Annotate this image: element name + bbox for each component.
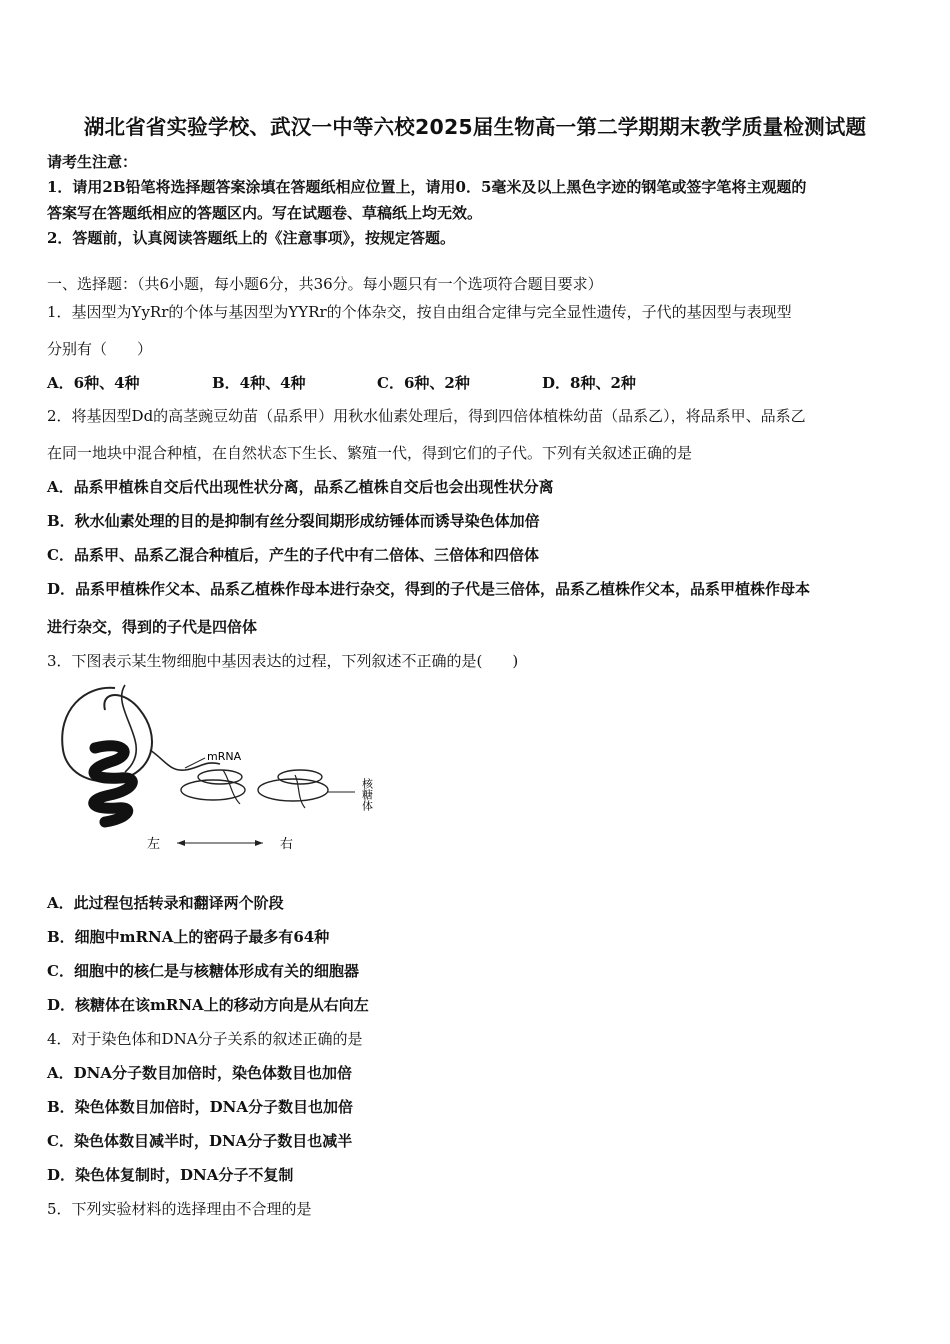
- q2-option-c: C．品系甲、品系乙混合种植后，产生的子代中有二倍体、三倍体和四倍体: [47, 546, 539, 564]
- ribosome-large-2: [258, 779, 328, 801]
- q5-stem: 5．下列实验材料的选择理由不合理的是: [47, 1200, 312, 1218]
- direction-arrow-head-right: [255, 840, 263, 846]
- q3-stem: 3．下图表示某生物细胞中基因表达的过程，下列叙述不正确的是( ): [47, 652, 519, 670]
- q2-option-d-cont: 进行杂交，得到的子代是四倍体: [47, 618, 258, 636]
- q4-option-d: D．染色体复制时，DNA分子不复制: [47, 1166, 294, 1184]
- q4-option-a: A．DNA分子数目加倍时，染色体数目也加倍: [47, 1064, 352, 1082]
- notice-item-1-cont: 答案写在答题纸相应的答题区内。写在试题卷、草稿纸上均无效。: [47, 204, 483, 222]
- polypeptide-chains: [223, 770, 305, 808]
- notice-item-2: 2．答题前，认真阅读答题纸上的《注意事项》，按规定答题。: [47, 229, 455, 247]
- ribosome-small-1: [198, 770, 242, 784]
- direction-arrow-head-left: [177, 840, 185, 846]
- right-label: 右: [280, 837, 294, 852]
- dna-double-helix: [94, 746, 133, 822]
- q2-option-b: B．秋水仙素处理的目的是抑制有丝分裂间期形成纺锤体而诱导染色体加倍: [47, 512, 540, 530]
- q3-option-b: B．细胞中mRNA上的密码子最多有64种: [47, 928, 330, 946]
- ribosome-label: 核糖体: [360, 778, 374, 811]
- q2-stem-cont: 在同一地块中混合种植，在自然状态下生长、繁殖一代，得到它们的子代。下列有关叙述正确的是: [47, 444, 693, 462]
- q2-stem: 2．将基因型Dd的高茎豌豆幼苗（品系甲）用秋水仙素处理后，得到四倍体植株幼苗（品系乙），将品系甲、品系乙: [47, 407, 806, 425]
- q1-option-d: D．8种、2种: [542, 374, 636, 392]
- q4-option-b: B．染色体数目加倍时，DNA分子数目也加倍: [47, 1098, 354, 1116]
- q1-stem: 1．基因型为YyRr的个体与基因型为YYRr的个体杂交，按自由组合定律与完全显性遗传，子代的基因型与表现型: [47, 303, 792, 321]
- gene-expression-diagram: [55, 680, 395, 860]
- q4-option-c: C．染色体数目减半时，DNA分子数目也减半: [47, 1132, 353, 1150]
- q4-stem: 4．对于染色体和DNA分子关系的叙述正确的是: [47, 1030, 363, 1048]
- q2-option-a: A．品系甲植株自交后代出现性状分离，品系乙植株自交后也会出现性状分离: [47, 478, 554, 496]
- q1-option-b: B．4种、4种: [212, 374, 306, 392]
- notice-heading: 请考生注意：: [47, 153, 138, 171]
- q3-option-a: A．此过程包括转录和翻译两个阶段: [47, 894, 284, 912]
- mrna-label: mRNA: [207, 750, 242, 763]
- q3-option-c: C．细胞中的核仁是与核糖体形成有关的细胞器: [47, 962, 359, 980]
- q1-option-c: C．6种、2种: [377, 374, 470, 392]
- gene-expression-figure: [55, 680, 395, 860]
- section-heading: 一、选择题：（共6小题，每小题6分，共36分。每小题只有一个选项符合题目要求）: [47, 275, 603, 293]
- q1-option-a: A．6种、4种: [47, 374, 140, 392]
- left-label: 左: [147, 837, 161, 852]
- page-title: 湖北省省实验学校、武汉一中等六校2025届生物高一第二学期期末教学质量检测试题: [83, 115, 867, 139]
- notice-item-1: 1．请用2B铅笔将选择题答案涂填在答题纸相应位置上，请用0．5毫米及以上黑色字迹的钢笔或签字笔将主观题的: [47, 178, 807, 196]
- q2-option-d: D．品系甲植株作父本、品系乙植株作母本进行杂交，得到的子代是三倍体，品系乙植株作父本，品系甲植株作母本: [47, 580, 811, 598]
- q1-stem-cont: 分别有（ ）: [47, 340, 153, 358]
- mrna-pointer: [185, 758, 205, 768]
- q3-option-d: D．核糖体在该mRNA上的移动方向是从右向左: [47, 996, 369, 1014]
